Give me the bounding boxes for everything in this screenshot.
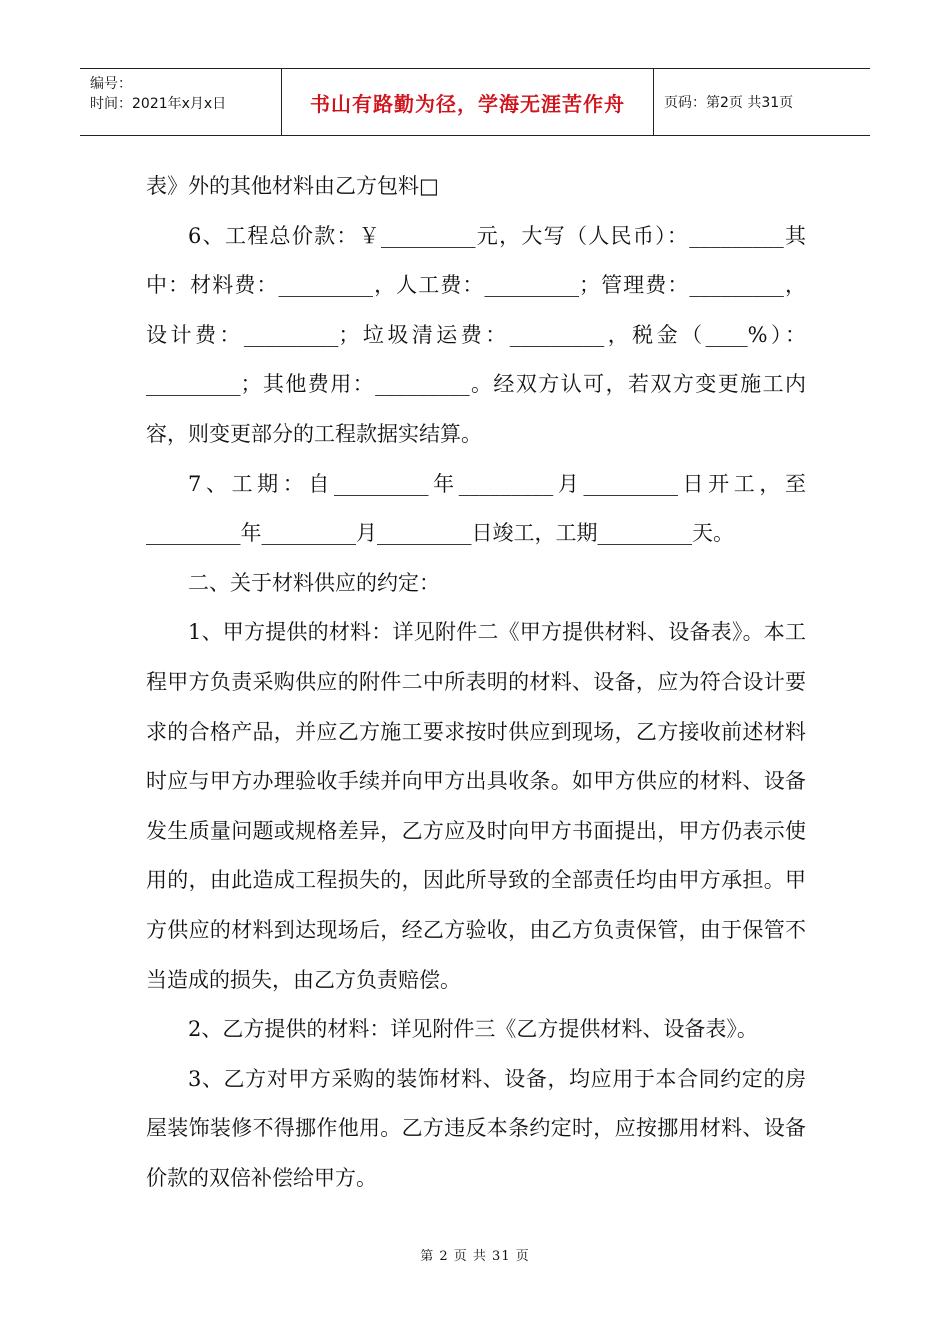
paragraph: 2、乙方提供的材料：详见附件三《乙方提供材料、设备表》。 — [188, 1017, 758, 1042]
paragraph: 6、工程总价款：￥_________元，大写（人民币）：_________其中：材料费：_________，人工费：_________；管理费：_________，设计费：_________；垃圾清运费：_________，税金（____%）：_________；其他费用：_________。经双方认可，若双方变更施工内容，则变更部分的工程款据实结算。 — [146, 223, 806, 446]
paragraph: 1、甲方提供的材料：详见附件二《甲方提供材料、设备表》。本工程甲方负责采购供应的附件二中所表明的材料、设备，应为符合设计要求的合格产品，并应乙方施工要求按时供应到现场，乙方接收前述材料时应与甲方办理验收手续并向甲方出具收条。如甲方供应的材料、设备发生质量问题或规格差异，乙方应及时向甲方书面提出，甲方仍表示使用的，由此造成工程损失的，因此所导致的全部责任均由甲方承担。甲方供应的材料到达现场后，经乙方验收，由乙方负责保管，由于保管不当造成的损失，由乙方负责赔偿。 — [146, 620, 806, 992]
paragraph: 7、工期：自_________年_________月_________日开工，至_________年_________月_________日竣工，工期_________天。 — [146, 471, 806, 546]
header-motto: 书山有路勤为径，学海无涯苦作舟 — [310, 91, 625, 116]
header-page-cell — [654, 69, 870, 135]
document-date: 时间：2021年x月x日 — [90, 96, 227, 112]
document-number: 编号： — [90, 76, 132, 92]
paragraph: 二、关于材料供应的约定： — [188, 570, 440, 595]
document-body — [146, 162, 806, 1203]
paragraph: 表》外的其他材料由乙方包料□ — [146, 174, 439, 198]
paragraph: 3、乙方对甲方采购的装饰材料、设备，均应用于本合同约定的房屋装饰装修不得挪作他用。乙方违反本条约定时，应按挪用材料、设备价款的双倍补偿给甲方。 — [146, 1066, 806, 1190]
header-motto-cell — [282, 69, 654, 135]
header-page-number: 页码：第2页 共31页 — [664, 95, 794, 111]
page-footer: 第 2 页 共 31 页 — [420, 1249, 530, 1264]
document-header — [80, 68, 870, 136]
header-meta-cell — [80, 69, 282, 135]
